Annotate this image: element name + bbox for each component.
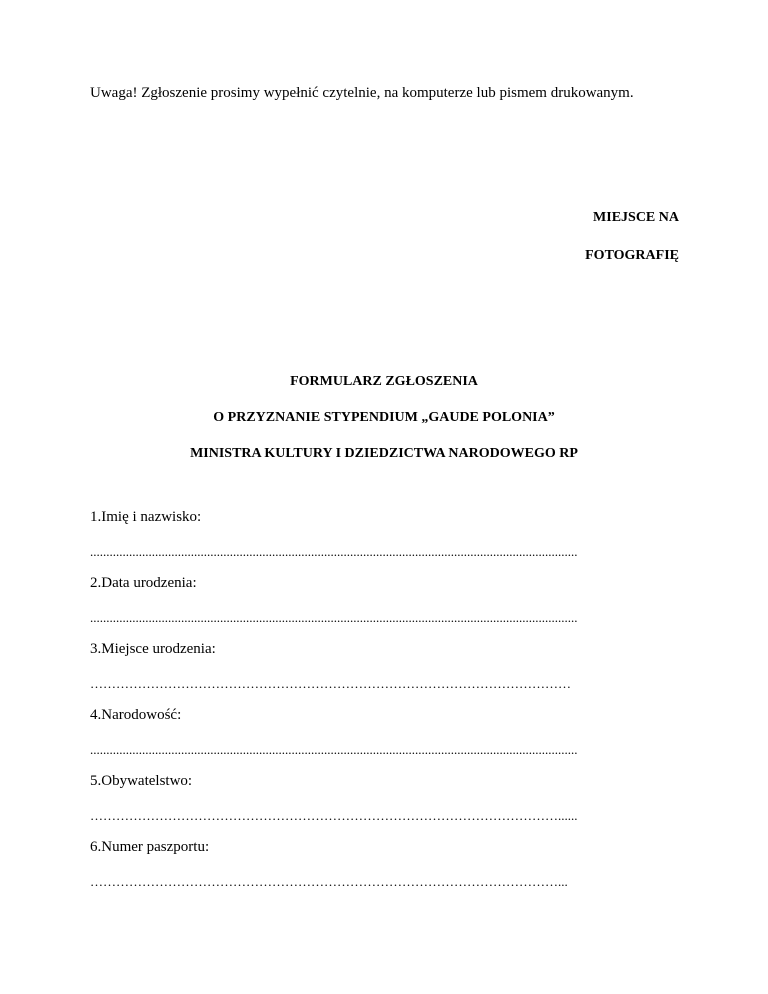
field-label-passport-number: 6.Numer paszportu: xyxy=(90,839,210,855)
field-input-nationality[interactable]: ...................................................................................................................................................... xyxy=(90,742,578,757)
form-title-line1: FORMULARZ ZGŁOSZENIA xyxy=(290,374,478,389)
field-label-birth-place: 3.Miejsce urodzenia: xyxy=(90,641,216,657)
field-label-nationality: 4.Narodowość: xyxy=(90,707,182,723)
fill-instructions-notice: Uwaga! Zgłoszenie prosimy wypełnić czytelnie, na komputerze lub pismem drukowanym. xyxy=(90,85,634,101)
field-input-birth-date[interactable]: ...................................................................................................................................................... xyxy=(90,610,578,625)
field-label-birth-date: 2.Data urodzenia: xyxy=(90,575,197,591)
photo-placeholder-line1: MIEJSCE NA xyxy=(593,210,679,225)
field-input-citizenship[interactable]: ………………………………………………………………………………………………...... xyxy=(90,808,578,823)
field-label-citizenship: 5.Obywatelstwo: xyxy=(90,773,193,789)
form-title-line2: O PRZYZNANIE STYPENDIUM „GAUDE POLONIA” xyxy=(213,410,555,425)
form-title-line3: MINISTRA KULTURY I DZIEDZICTWA NARODOWEGO RP xyxy=(190,446,578,461)
field-input-passport-number[interactable]: ………………………………………………………………………………………………... xyxy=(90,874,568,889)
field-input-name[interactable]: ...................................................................................................................................................... xyxy=(90,544,578,559)
field-label-name: 1.Imię i nazwisko: xyxy=(90,509,202,525)
field-input-birth-place[interactable]: ………………………………………………………………………………………………… xyxy=(90,676,571,691)
photo-placeholder-line2: FOTOGRAFIĘ xyxy=(585,248,679,263)
